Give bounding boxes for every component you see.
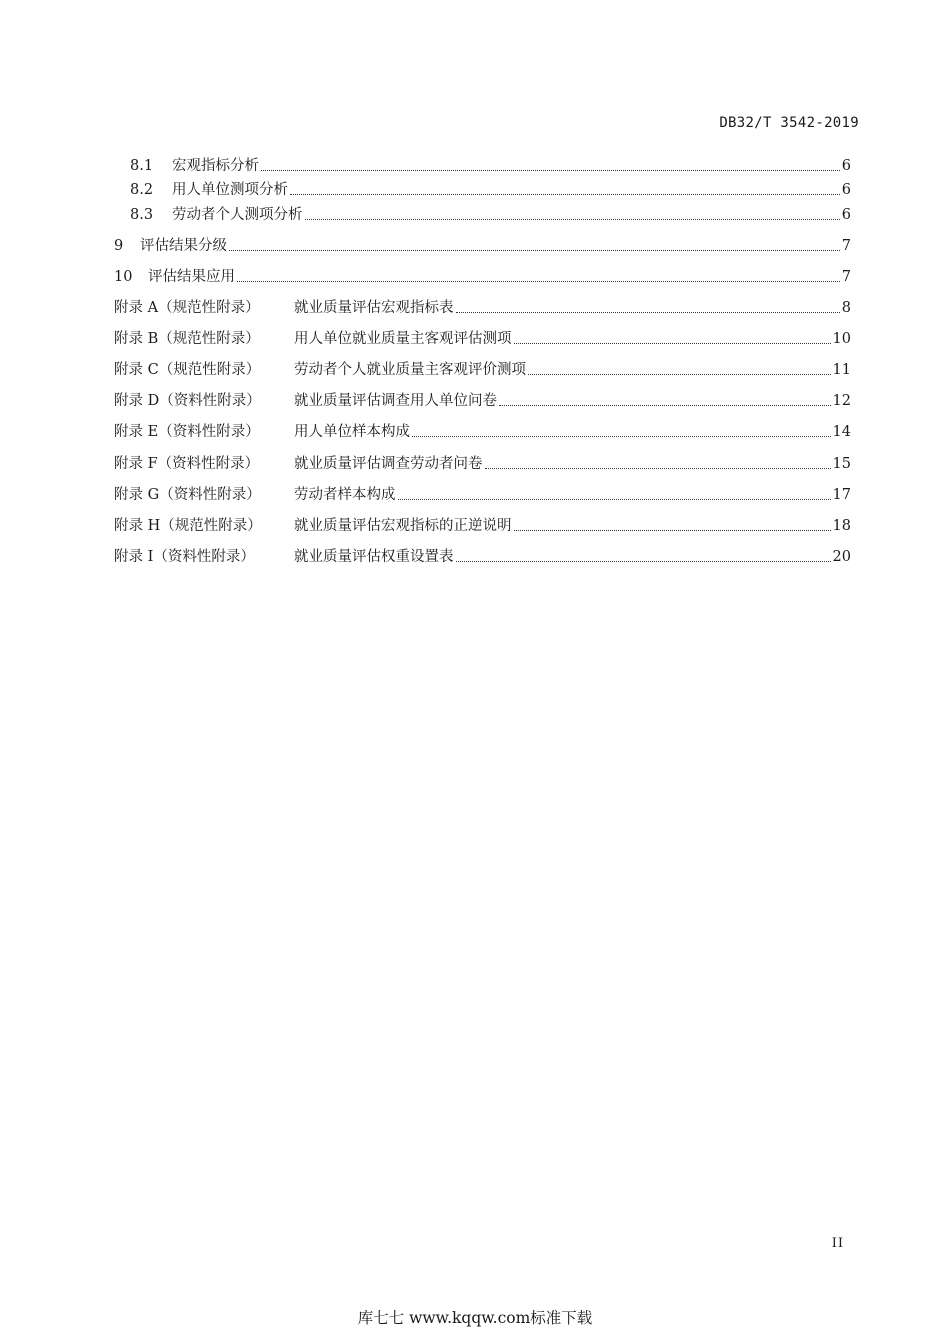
toc-entry-title: 评估结果应用 — [148, 269, 235, 285]
toc-entry-title: 就业质量评估权重设置表 — [294, 549, 454, 565]
toc-entry-number: 附录 F（资料性附录） — [114, 456, 260, 472]
toc-entry-page: 12 — [832, 393, 851, 409]
toc-entry-title: 评估结果分级 — [140, 238, 227, 254]
toc-leader-dots — [514, 342, 831, 344]
toc-leader-dots — [485, 467, 831, 469]
toc-leader-dots — [412, 435, 831, 437]
toc-leader-dots — [514, 529, 831, 531]
toc-entry-page: 15 — [832, 456, 851, 472]
toc-entry-title: 就业质量评估调查劳动者问卷 — [294, 456, 483, 472]
toc-entry-number: 附录 E（资料性附录） — [114, 424, 260, 440]
toc-entry-number: 8.1 — [130, 158, 154, 174]
watermark-text: 库七七 www.kqqw.com标准下载 — [357, 1309, 593, 1327]
table-of-contents — [114, 0, 851, 600]
toc-entry[interactable] — [130, 156, 851, 176]
toc-leader-dots — [398, 498, 831, 500]
toc-entry-page: 17 — [832, 487, 851, 503]
toc-entry-page: 18 — [832, 518, 851, 534]
toc-entry-number: 10 — [114, 269, 133, 285]
page-number: II — [831, 1236, 844, 1251]
toc-entry-title: 就业质量评估宏观指标表 — [294, 300, 454, 316]
toc-entry-title: 宏观指标分析 — [172, 158, 259, 174]
toc-entry-page: 11 — [832, 362, 851, 378]
toc-entry-title: 就业质量评估调查用人单位问卷 — [294, 393, 497, 409]
toc-entry[interactable] — [114, 391, 851, 411]
toc-entry-number: 8.3 — [130, 207, 154, 223]
toc-entry-number: 附录 H（规范性附录） — [114, 518, 262, 534]
toc-entry-title: 就业质量评估宏观指标的正逆说明 — [294, 518, 512, 534]
document-code: DB32/T 3542-2019 — [719, 115, 859, 131]
toc-entry-number: 附录 A（规范性附录） — [114, 300, 260, 316]
toc-entry-page: 14 — [832, 424, 851, 440]
toc-entry-title: 劳动者个人就业质量主客观评价测项 — [294, 362, 526, 378]
toc-entry-page: 6 — [841, 207, 851, 223]
toc-leader-dots — [261, 169, 840, 171]
toc-entry-page: 7 — [841, 238, 851, 254]
toc-entry[interactable] — [130, 205, 851, 225]
toc-entry-page: 6 — [841, 182, 851, 198]
toc-entry-page: 7 — [841, 269, 851, 285]
toc-leader-dots — [499, 404, 831, 406]
toc-entry-title: 劳动者个人测项分析 — [172, 207, 303, 223]
toc-entry-page: 20 — [832, 549, 851, 565]
toc-entry[interactable] — [114, 454, 851, 474]
toc-entry-title: 用人单位测项分析 — [172, 182, 288, 198]
toc-entry[interactable] — [114, 267, 851, 287]
toc-entry-page: 10 — [832, 331, 851, 347]
toc-entry-number: 附录 D（资料性附录） — [114, 393, 261, 409]
toc-entry[interactable] — [114, 298, 851, 318]
toc-entry[interactable] — [114, 329, 851, 349]
toc-entry-number: 附录 C（规范性附录） — [114, 362, 261, 378]
toc-leader-dots — [456, 560, 831, 562]
toc-leader-dots — [456, 311, 840, 313]
toc-leader-dots — [237, 280, 840, 282]
toc-entry-number: 附录 G（资料性附录） — [114, 487, 261, 503]
toc-entry[interactable] — [114, 360, 851, 380]
toc-entry[interactable] — [114, 422, 851, 442]
toc-entry-number: 附录 B（规范性附录） — [114, 331, 260, 347]
toc-entry-page: 8 — [841, 300, 851, 316]
toc-entry-number: 9 — [114, 238, 124, 254]
toc-entry[interactable] — [114, 485, 851, 505]
toc-entry[interactable] — [114, 516, 851, 536]
toc-entry[interactable] — [114, 236, 851, 256]
toc-entry-number: 附录 I（资料性附录） — [114, 549, 255, 565]
toc-entry-page: 6 — [841, 158, 851, 174]
toc-entry-title: 劳动者样本构成 — [294, 487, 396, 503]
toc-leader-dots — [305, 218, 840, 220]
toc-entry[interactable] — [114, 547, 851, 567]
toc-leader-dots — [290, 193, 840, 195]
toc-leader-dots — [528, 373, 831, 375]
toc-entry-title: 用人单位样本构成 — [294, 424, 410, 440]
toc-entry[interactable] — [130, 180, 851, 200]
toc-entry-title: 用人单位就业质量主客观评估测项 — [294, 331, 512, 347]
toc-leader-dots — [229, 249, 840, 251]
toc-entry-number: 8.2 — [130, 182, 154, 198]
